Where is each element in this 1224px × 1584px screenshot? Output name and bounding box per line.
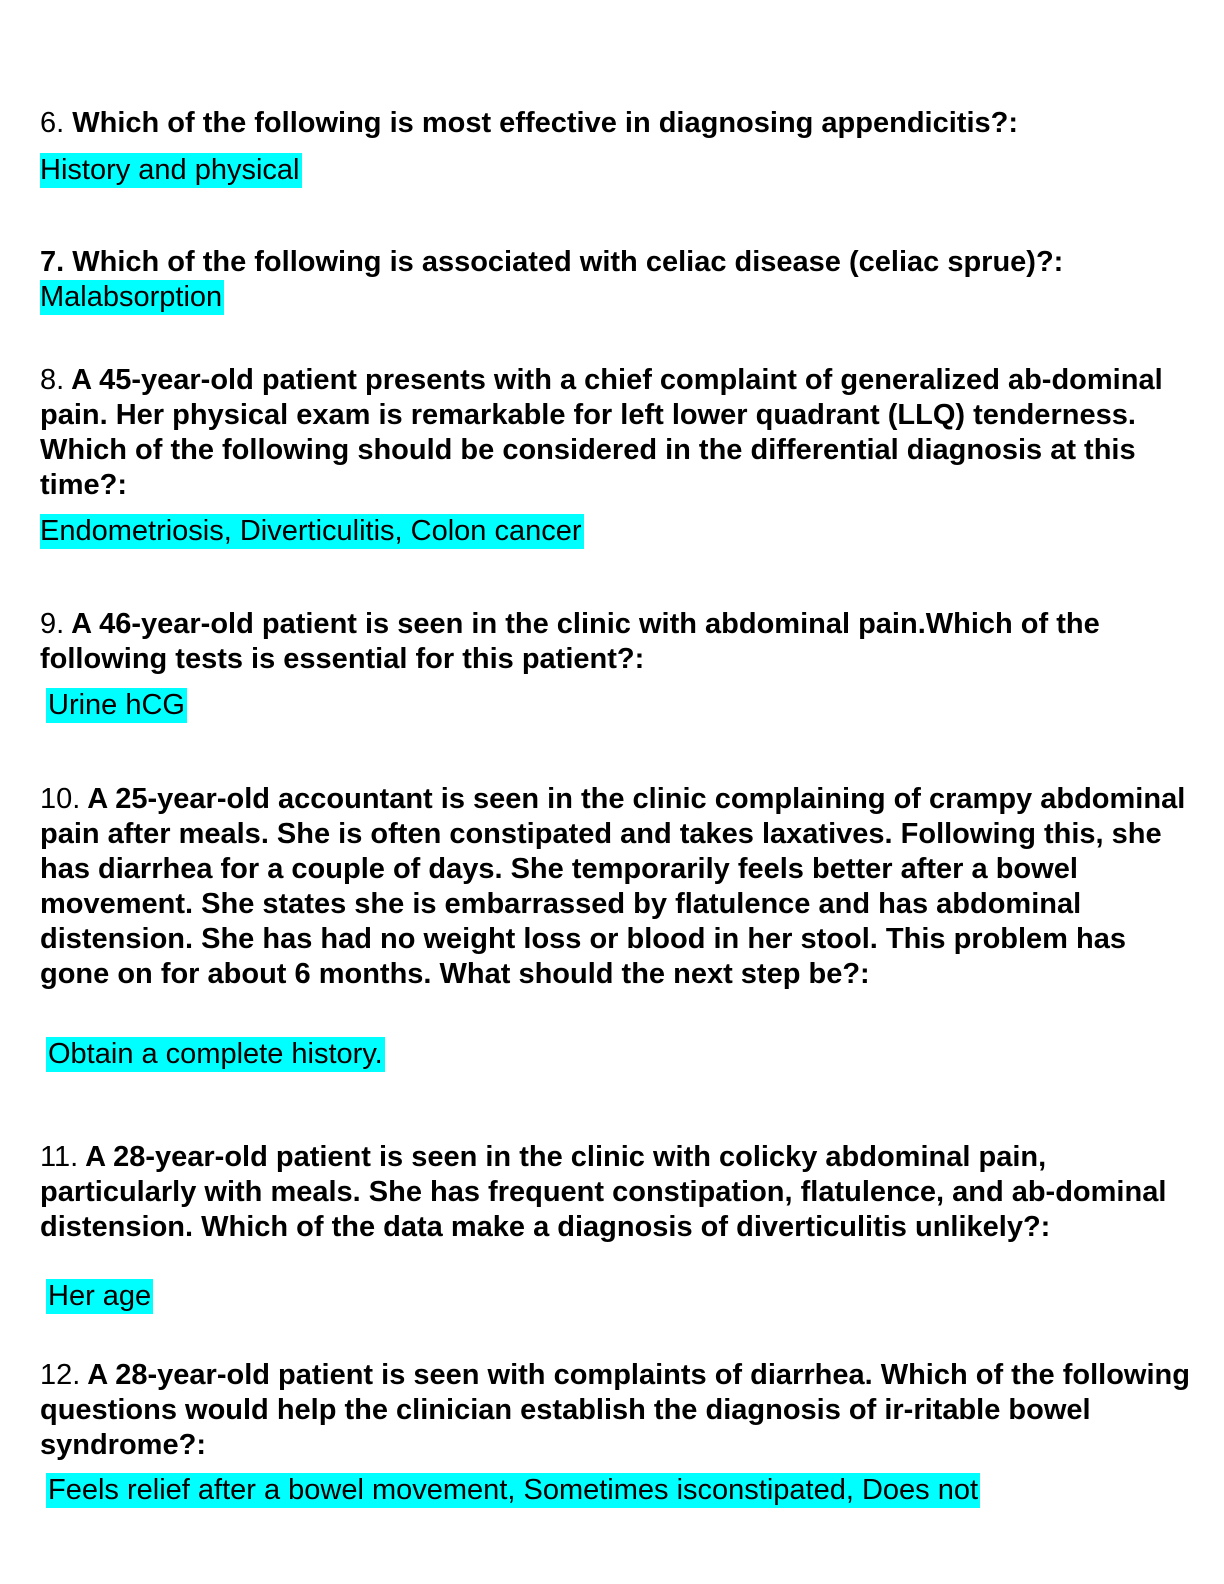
question-number: 12. xyxy=(40,1359,81,1391)
question-12 xyxy=(40,1358,1190,1463)
question-10 xyxy=(40,782,1190,992)
question-text: A 25-year-old accountant is seen in the clinic complaining of crampy abdominal pain after meals. She is often constipated and takes laxatives. Following this, she has diarrhea for a couple of days. She temporarily feels better after a bowel movement. She states she is embarrassed by flatulence and has abdominal distension. She has had no weight loss or blood in her stool. This problem has gone on for about 6 months. What should the next step be?: xyxy=(40,783,1186,990)
question-text: Which of the following is most effective in diagnosing appendicitis?: xyxy=(64,107,1019,139)
question-9 xyxy=(40,607,1190,677)
question-number: 8. xyxy=(40,364,65,396)
answer-6: History and physical xyxy=(40,154,300,186)
question-8 xyxy=(40,363,1190,503)
question-number: 7. xyxy=(40,246,65,278)
question-number: 9. xyxy=(40,608,65,640)
answer-10: Obtain a complete history. xyxy=(48,1038,383,1070)
question-7 xyxy=(40,245,1190,280)
question-text: A 45-year-old patient presents with a chief complaint of generalized ab-dominal pain. Her physical exam is remarkable for left lower quadrant (LLQ) tenderness. Which of the following should be considered in the differential diagnosis at this time?: xyxy=(40,364,1163,501)
question-number: 10. xyxy=(40,783,81,815)
question-text: A 28-year-old patient is seen in the clinic with colicky abdominal pain, particularly with meals. She has frequent constipation, flatulence, and ab-dominal distension. Which of the data make a diagnosis of diverticulitis unlikely?: xyxy=(40,1141,1167,1243)
question-6 xyxy=(40,106,1190,141)
question-text: Which of the following is associated with celiac disease (celiac sprue)?: xyxy=(64,246,1064,278)
answer-8: Endometriosis, Diverticulitis, Colon cancer xyxy=(40,515,582,547)
question-text: A 46-year-old patient is seen in the clinic with abdominal pain.Which of the following tests is essential for this patient?: xyxy=(40,608,1100,675)
answer-12: Feels relief after a bowel movement, Sometimes isconstipated, Does not xyxy=(48,1474,979,1506)
answer-11: Her age xyxy=(48,1280,152,1312)
answer-9: Urine hCG xyxy=(48,689,185,721)
question-11 xyxy=(40,1140,1190,1245)
question-number: 11. xyxy=(40,1141,79,1173)
question-number: 6. xyxy=(40,107,65,139)
question-text: A 28-year-old patient is seen with complaints of diarrhea. Which of the following questions would help the clinician establish the diagnosis of ir-ritable bowel syndrome?: xyxy=(40,1359,1190,1461)
answer-7: Malabsorption xyxy=(40,281,223,313)
